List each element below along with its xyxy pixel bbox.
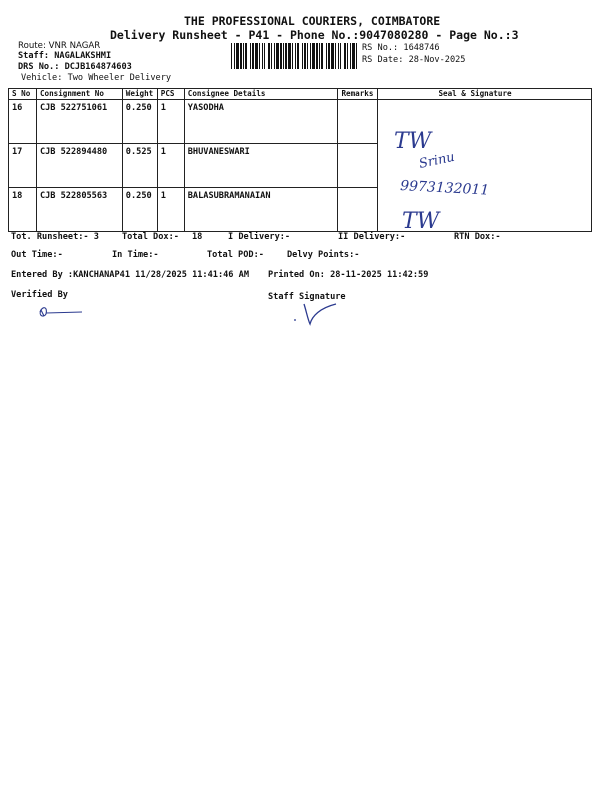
barcode-bar: [250, 43, 251, 69]
cell-consignment: CJB 522805563: [36, 188, 122, 232]
cell-remarks: [338, 100, 378, 144]
cell-remarks: [338, 144, 378, 188]
barcode-bar: [285, 43, 287, 69]
entered-by: Entered By :KANCHANAP41 11/28/2025 11:41:46 AM: [11, 270, 249, 280]
signature-row16: TW: [394, 129, 432, 154]
printed-on: Printed On: 28-11-2025 11:42:59: [268, 270, 429, 280]
barcode-bar: [255, 43, 258, 69]
cell-consignee: BHUVANESWARI: [184, 144, 338, 188]
barcode-bar: [344, 43, 346, 69]
drs-number: DRS No.: DCJB164874603: [18, 62, 132, 72]
barcode-bar: [340, 43, 341, 69]
verified-initials-icon: [32, 302, 92, 322]
barcode-bar: [283, 43, 284, 69]
barcode-bar: [304, 43, 306, 69]
barcode-bar: [243, 43, 244, 69]
cell-consignee: YASODHA: [184, 100, 338, 144]
barcode-bar: [352, 43, 355, 69]
cell-weight: 0.250: [122, 100, 157, 144]
out-time: Out Time:-: [11, 250, 63, 260]
barcode-bar: [335, 43, 336, 69]
table-header-row: [9, 89, 592, 100]
cell-seal: [378, 144, 592, 188]
barcode-bar: [268, 43, 270, 69]
barcode-bar: [274, 43, 275, 69]
barcode-bar: [264, 43, 265, 69]
staff-label: Staff: NAGALAKSHMI: [18, 51, 112, 61]
runsheet-table: [8, 88, 592, 232]
cell-weight: 0.525: [122, 144, 157, 188]
col-remarks: Remarks: [338, 89, 378, 100]
table-row: [9, 100, 592, 144]
barcode-bar: [312, 43, 315, 69]
staff-signature-label: Staff Signature: [268, 292, 346, 302]
barcode-bar: [288, 43, 291, 69]
cell-seal: [378, 188, 592, 232]
barcode-bar: [252, 43, 254, 69]
cell-sno: 16: [9, 100, 37, 144]
staff-signature-mark-icon: [290, 300, 340, 328]
verified-by-label: Verified By: [11, 290, 68, 300]
cell-remarks: [338, 188, 378, 232]
cell-pcs: 1: [157, 144, 184, 188]
total-dox-value: 18: [192, 232, 203, 242]
rs-date: RS Date: 28-Nov-2025: [362, 55, 466, 65]
cell-pcs: 1: [157, 188, 184, 232]
col-sno: S No: [9, 89, 37, 100]
barcode-bar: [259, 43, 260, 69]
col-consignment: Consignment No: [36, 89, 122, 100]
tot-runsheet: Tot. Runsheet:- 3: [11, 232, 99, 242]
col-pcs: PCS: [157, 89, 184, 100]
rs-number: RS No.: 1648746: [362, 43, 440, 53]
cell-sno: 18: [9, 188, 37, 232]
barcode-bar: [276, 43, 279, 69]
table-row: [9, 188, 592, 232]
barcode-bar: [234, 43, 235, 69]
ii-delivery: II Delivery:-: [338, 232, 406, 242]
barcode-bar: [328, 43, 330, 69]
barcode-bar: [240, 43, 242, 69]
barcode-bar: [245, 43, 247, 69]
signature-row17-phone: 9973132011: [399, 178, 490, 199]
signature-row17-name: Srinu: [417, 149, 457, 172]
barcode-bar: [295, 43, 296, 69]
cell-consignment: CJB 522894480: [36, 144, 122, 188]
barcode-bar: [319, 43, 320, 69]
col-weight: Weight: [122, 89, 157, 100]
cell-sno: 17: [9, 144, 37, 188]
total-pod: Total POD:-: [207, 250, 264, 260]
total-dox-label: Total Dox:-: [122, 232, 179, 242]
runsheet-subtitle: Delivery Runsheet - P41 - Phone No.:9047080280 - Page No.:3: [110, 28, 519, 42]
barcode-bar: [280, 43, 282, 69]
barcode-bar: [262, 43, 263, 69]
vehicle-label: Vehicle: Two Wheeler Delivery: [21, 73, 172, 83]
delvy-points: Delvy Points:-: [287, 250, 360, 260]
col-consignee: Consignee Details: [184, 89, 338, 100]
barcode-bar: [297, 43, 299, 69]
barcode-bar: [292, 43, 293, 69]
barcode-bar: [338, 43, 339, 69]
i-delivery: I Delivery:-: [228, 232, 291, 242]
table-row: [9, 144, 592, 188]
barcode-bar: [321, 43, 323, 69]
barcode-bar: [350, 43, 351, 69]
barcode-bar: [231, 43, 232, 69]
route-label: Route: VNR NAGAR: [18, 41, 101, 51]
rtn-dox: RTN Dox:-: [454, 232, 501, 242]
barcode-bar: [271, 43, 272, 69]
barcode-bar: [326, 43, 327, 69]
cell-pcs: 1: [157, 100, 184, 144]
signature-row18: TW: [402, 209, 440, 234]
barcode-bar: [356, 43, 357, 69]
in-time: In Time:-: [112, 250, 159, 260]
cell-consignment: CJB 522751061: [36, 100, 122, 144]
barcode-bar: [347, 43, 348, 69]
barcode-bar: [302, 43, 303, 69]
barcode-bar: [236, 43, 239, 69]
barcode-bar: [307, 43, 308, 69]
col-seal-signature: Seal & Signature: [378, 89, 592, 100]
barcode-bar: [310, 43, 311, 69]
barcode-bar: [316, 43, 318, 69]
cell-weight: 0.250: [122, 188, 157, 232]
cell-consignee: BALASUBRAMANAIAN: [184, 188, 338, 232]
barcode-bar: [331, 43, 334, 69]
barcode-icon: [231, 43, 357, 69]
company-title: THE PROFESSIONAL COURIERS, COIMBATORE: [184, 14, 441, 28]
cell-seal: [378, 100, 592, 144]
